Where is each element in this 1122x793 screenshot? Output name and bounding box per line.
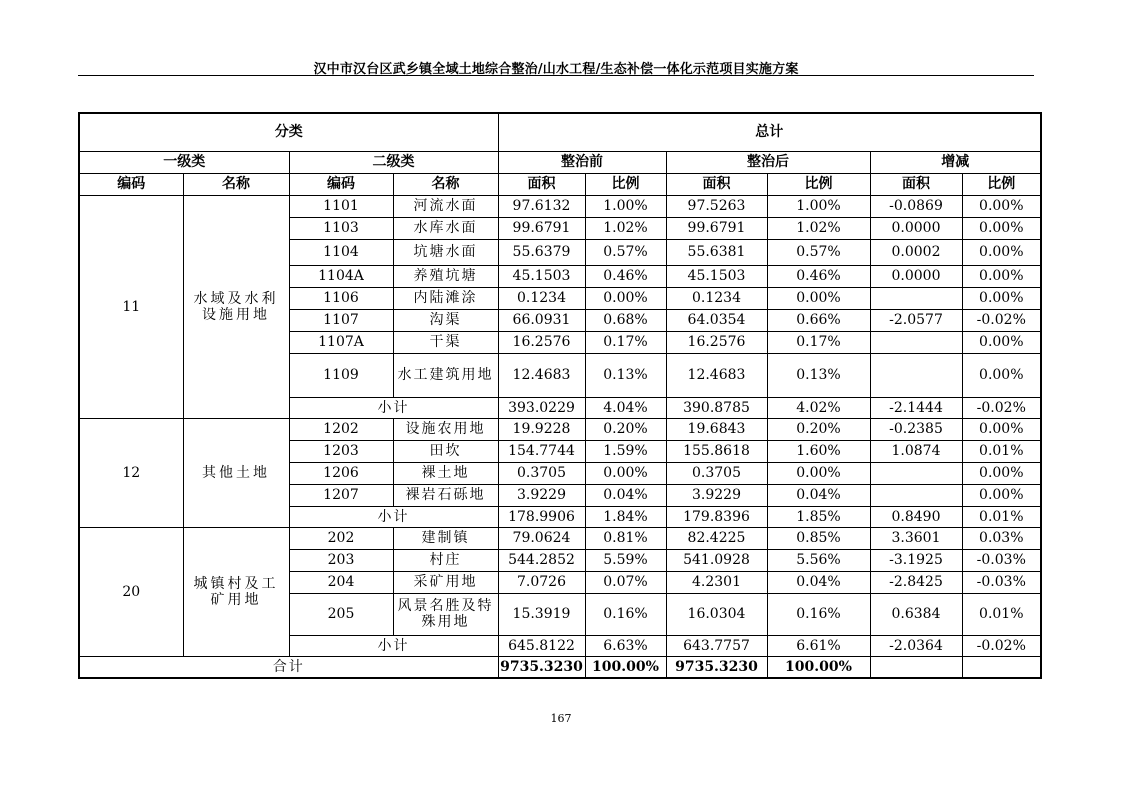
subtotal-area-change: -2.1444 (870, 397, 962, 418)
level2-code: 1104 (289, 239, 393, 265)
subtotal-ratio-before: 4.04% (585, 397, 666, 418)
header-level2: 二级类 (289, 151, 498, 173)
total-ratio-after: 100.00% (767, 656, 870, 678)
cell-ratio-change: 0.00% (962, 462, 1041, 484)
cell-ratio-change: 0.00% (962, 331, 1041, 353)
cell-area-before: 154.7744 (498, 440, 585, 462)
header-after: 整治后 (666, 151, 870, 173)
cell-ratio-before: 0.04% (585, 484, 666, 506)
cell-ratio-before: 0.17% (585, 331, 666, 353)
subtotal-area-after: 390.8785 (666, 397, 767, 418)
cell-area-after: 0.3705 (666, 462, 767, 484)
subtotal-ratio-change: 0.01% (962, 506, 1041, 527)
cell-area-before: 55.6379 (498, 239, 585, 265)
cell-area-after: 64.0354 (666, 309, 767, 331)
level2-name: 村庄 (393, 549, 498, 571)
cell-ratio-before: 0.20% (585, 418, 666, 440)
level2-name: 水工建筑用地 (393, 353, 498, 397)
header-before: 整治前 (498, 151, 666, 173)
cell-area-change: -2.8425 (870, 571, 962, 593)
cell-ratio-change: 0.00% (962, 217, 1041, 239)
cell-area-change: 1.0874 (870, 440, 962, 462)
total-area-after: 9735.3230 (666, 656, 767, 678)
cell-area-after: 19.6843 (666, 418, 767, 440)
subtotal-ratio-after: 1.85% (767, 506, 870, 527)
table-row (79, 418, 1041, 440)
cell-ratio-change: 0.00% (962, 239, 1041, 265)
cell-area-after: 12.4683 (666, 353, 767, 397)
cell-area-change (870, 287, 962, 309)
cell-area-before: 97.6132 (498, 195, 585, 217)
header-level1: 一级类 (79, 151, 289, 173)
cell-ratio-before: 0.13% (585, 353, 666, 397)
level2-name: 裸土地 (393, 462, 498, 484)
level2-code: 203 (289, 549, 393, 571)
cell-ratio-change: 0.00% (962, 418, 1041, 440)
level2-code: 1107A (289, 331, 393, 353)
cell-area-after: 3.9229 (666, 484, 767, 506)
cell-ratio-before: 5.59% (585, 549, 666, 571)
subtotal-ratio-before: 6.63% (585, 635, 666, 656)
cell-area-change (870, 331, 962, 353)
subtotal-ratio-change: -0.02% (962, 635, 1041, 656)
subtotal-ratio-after: 4.02% (767, 397, 870, 418)
cell-area-after: 55.6381 (666, 239, 767, 265)
cell-area-before: 16.2576 (498, 331, 585, 353)
cell-area-after: 45.1503 (666, 265, 767, 287)
total-area-before: 9735.3230 (498, 656, 585, 678)
cell-area-change (870, 484, 962, 506)
subtotal-area-change: -2.0364 (870, 635, 962, 656)
cell-area-change: 3.3601 (870, 527, 962, 549)
level2-code: 205 (289, 593, 393, 635)
subtotal-label: 小计 (289, 397, 498, 418)
level2-name: 干渠 (393, 331, 498, 353)
cell-ratio-before: 1.00% (585, 195, 666, 217)
subtotal-label: 小计 (289, 506, 498, 527)
cell-ratio-after: 1.02% (767, 217, 870, 239)
table-row (79, 195, 1041, 217)
level2-name: 养殖坑塘 (393, 265, 498, 287)
cell-area-after: 16.0304 (666, 593, 767, 635)
level2-code: 202 (289, 527, 393, 549)
cell-ratio-after: 0.16% (767, 593, 870, 635)
level2-code: 1109 (289, 353, 393, 397)
cell-area-before: 19.9228 (498, 418, 585, 440)
cell-area-after: 0.1234 (666, 287, 767, 309)
header-row-top (79, 113, 1041, 151)
level2-name: 水库水面 (393, 217, 498, 239)
cell-area-before: 45.1503 (498, 265, 585, 287)
cell-ratio-before: 0.57% (585, 239, 666, 265)
cell-area-before: 15.3919 (498, 593, 585, 635)
grand-total-label: 合计 (79, 656, 498, 678)
subtotal-area-after: 643.7757 (666, 635, 767, 656)
cell-area-before: 0.1234 (498, 287, 585, 309)
level2-name: 坑塘水面 (393, 239, 498, 265)
cell-ratio-after: 0.17% (767, 331, 870, 353)
cell-ratio-after: 0.00% (767, 287, 870, 309)
cell-area-after: 82.4225 (666, 527, 767, 549)
level2-code: 1104A (289, 265, 393, 287)
cell-area-before: 7.0726 (498, 571, 585, 593)
subtotal-area-before: 645.8122 (498, 635, 585, 656)
header-total: 总计 (498, 113, 1041, 151)
level1-code: 11 (79, 195, 183, 418)
level1-name: 水域及水利设施用地 (183, 195, 289, 418)
cell-ratio-after: 0.85% (767, 527, 870, 549)
cell-ratio-change: -0.03% (962, 571, 1041, 593)
cell-area-change: -0.0869 (870, 195, 962, 217)
level2-code: 1207 (289, 484, 393, 506)
cell-ratio-before: 1.59% (585, 440, 666, 462)
cell-area-before: 3.9229 (498, 484, 585, 506)
cell-ratio-after: 0.57% (767, 239, 870, 265)
level2-name: 内陆滩涂 (393, 287, 498, 309)
cell-area-before: 99.6791 (498, 217, 585, 239)
cell-area-change: 0.0002 (870, 239, 962, 265)
level2-code: 1106 (289, 287, 393, 309)
cell-area-before: 544.2852 (498, 549, 585, 571)
cell-area-after: 541.0928 (666, 549, 767, 571)
level2-name: 采矿用地 (393, 571, 498, 593)
header-change: 增减 (870, 151, 1041, 173)
cell-area-before: 0.3705 (498, 462, 585, 484)
cell-area-after: 99.6791 (666, 217, 767, 239)
level2-name: 设施农用地 (393, 418, 498, 440)
subtotal-area-before: 178.9906 (498, 506, 585, 527)
level1-code: 12 (79, 418, 183, 527)
cell-area-change: -3.1925 (870, 549, 962, 571)
total-ratio-change (962, 656, 1041, 678)
level2-code: 1103 (289, 217, 393, 239)
level2-code: 1202 (289, 418, 393, 440)
cell-area-change: -0.2385 (870, 418, 962, 440)
table-body (79, 113, 1041, 678)
header-after-ratio: 比例 (767, 173, 870, 195)
cell-ratio-after: 0.00% (767, 462, 870, 484)
land-use-table (78, 112, 1042, 679)
table-row (79, 527, 1041, 549)
header-change-area: 面积 (870, 173, 962, 195)
header-level1-name: 名称 (183, 173, 289, 195)
header-rule (78, 75, 1034, 76)
cell-area-change (870, 353, 962, 397)
level2-name: 风景名胜及特殊用地 (393, 593, 498, 635)
header-level2-code: 编码 (289, 173, 393, 195)
header-row-bottom (79, 173, 1041, 195)
cell-ratio-change: -0.02% (962, 309, 1041, 331)
cell-ratio-before: 0.46% (585, 265, 666, 287)
level2-code: 1206 (289, 462, 393, 484)
header-change-ratio: 比例 (962, 173, 1041, 195)
grand-total-row (79, 656, 1041, 678)
subtotal-label: 小计 (289, 635, 498, 656)
level1-name: 城镇村及工矿用地 (183, 527, 289, 656)
cell-area-before: 12.4683 (498, 353, 585, 397)
cell-ratio-after: 0.04% (767, 571, 870, 593)
cell-ratio-change: 0.01% (962, 440, 1041, 462)
cell-ratio-change: -0.03% (962, 549, 1041, 571)
document-header-title: 汉中市汉台区武乡镇全域土地综合整治/山水工程/生态补偿一体化示范项目实施方案 (313, 62, 799, 77)
cell-ratio-after: 1.00% (767, 195, 870, 217)
cell-ratio-change: 0.01% (962, 593, 1041, 635)
cell-area-after: 155.8618 (666, 440, 767, 462)
cell-ratio-change: 0.00% (962, 265, 1041, 287)
header-before-ratio: 比例 (585, 173, 666, 195)
subtotal-ratio-after: 6.61% (767, 635, 870, 656)
cell-ratio-after: 0.04% (767, 484, 870, 506)
level2-name: 裸岩石砾地 (393, 484, 498, 506)
level2-name: 田坎 (393, 440, 498, 462)
cell-area-change: 0.6384 (870, 593, 962, 635)
cell-ratio-change: 0.00% (962, 195, 1041, 217)
subtotal-ratio-change: -0.02% (962, 397, 1041, 418)
cell-area-change: 0.0000 (870, 265, 962, 287)
cell-area-change: -2.0577 (870, 309, 962, 331)
header-level1-code: 编码 (79, 173, 183, 195)
cell-ratio-before: 1.02% (585, 217, 666, 239)
cell-ratio-after: 0.46% (767, 265, 870, 287)
cell-ratio-change: 0.03% (962, 527, 1041, 549)
cell-area-change (870, 462, 962, 484)
cell-area-after: 97.5263 (666, 195, 767, 217)
header-before-area: 面积 (498, 173, 585, 195)
cell-ratio-before: 0.68% (585, 309, 666, 331)
subtotal-area-change: 0.8490 (870, 506, 962, 527)
cell-ratio-change: 0.00% (962, 353, 1041, 397)
cell-ratio-change: 0.00% (962, 287, 1041, 309)
subtotal-area-before: 393.0229 (498, 397, 585, 418)
level2-name: 沟渠 (393, 309, 498, 331)
cell-area-change: 0.0000 (870, 217, 962, 239)
subtotal-ratio-before: 1.84% (585, 506, 666, 527)
cell-ratio-after: 0.20% (767, 418, 870, 440)
cell-ratio-after: 5.56% (767, 549, 870, 571)
header-row-mid (79, 151, 1041, 173)
level2-code: 1101 (289, 195, 393, 217)
page-number: 167 (550, 712, 572, 725)
cell-area-before: 79.0624 (498, 527, 585, 549)
cell-ratio-before: 0.00% (585, 287, 666, 309)
cell-area-before: 66.0931 (498, 309, 585, 331)
cell-ratio-change: 0.00% (962, 484, 1041, 506)
header-after-area: 面积 (666, 173, 767, 195)
cell-ratio-before: 0.16% (585, 593, 666, 635)
cell-ratio-after: 1.60% (767, 440, 870, 462)
cell-area-after: 16.2576 (666, 331, 767, 353)
cell-area-after: 4.2301 (666, 571, 767, 593)
cell-ratio-after: 0.13% (767, 353, 870, 397)
level2-code: 1107 (289, 309, 393, 331)
total-area-change (870, 656, 962, 678)
cell-ratio-before: 0.81% (585, 527, 666, 549)
total-ratio-before: 100.00% (585, 656, 666, 678)
header-classification: 分类 (79, 113, 498, 151)
level2-code: 1203 (289, 440, 393, 462)
level2-code: 204 (289, 571, 393, 593)
header-level2-name: 名称 (393, 173, 498, 195)
subtotal-area-after: 179.8396 (666, 506, 767, 527)
level2-name: 河流水面 (393, 195, 498, 217)
level1-name: 其他土地 (183, 418, 289, 527)
cell-ratio-before: 0.07% (585, 571, 666, 593)
cell-ratio-after: 0.66% (767, 309, 870, 331)
level1-code: 20 (79, 527, 183, 656)
level2-name: 建制镇 (393, 527, 498, 549)
cell-ratio-before: 0.00% (585, 462, 666, 484)
